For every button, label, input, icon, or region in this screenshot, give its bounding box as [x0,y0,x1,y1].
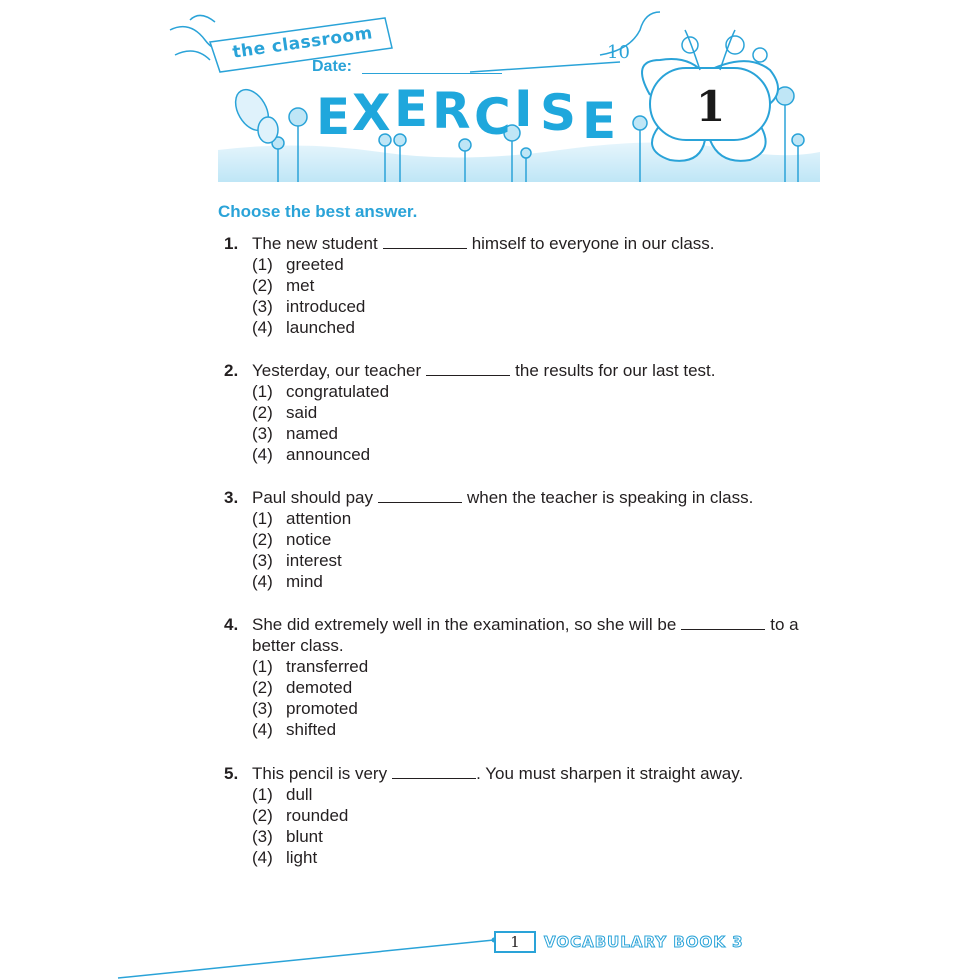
question-number: 1. [224,234,239,253]
date-field[interactable] [362,73,502,74]
answer-blank[interactable] [383,236,467,249]
option-text: transferred [286,657,369,676]
option[interactable] [252,677,844,698]
question-stem [224,763,844,784]
option[interactable] [252,529,844,550]
question-number: 4. [224,615,239,634]
question-stem [224,614,844,656]
option[interactable] [252,784,844,805]
exercise-number: 1 [696,82,726,131]
question-text-after: when the teacher is speaking in class. [466,488,754,507]
option[interactable] [252,805,844,826]
option-text: light [286,848,318,867]
question [224,487,844,592]
title-letter: I [514,80,533,138]
question-text-after: the results for our last test. [515,361,716,380]
option[interactable] [252,444,844,465]
option-number: (1) [252,255,273,274]
title-letter: E [582,92,617,150]
option-text: met [286,276,315,295]
option-text: notice [286,530,332,549]
topic-title: the classroom [231,23,374,63]
title-letter: R [432,82,471,140]
answer-blank[interactable] [426,363,510,376]
book-title: VOCABULARY BOOK 3 [544,933,744,951]
option-number: (1) [252,657,273,676]
title-letter: X [352,84,391,142]
question [224,360,844,465]
options-list [224,508,844,592]
question-stem [224,487,844,508]
option-number: (4) [252,318,273,337]
option-text: demoted [286,678,353,697]
option-number: (3) [252,297,273,316]
answer-blank[interactable] [378,490,462,503]
option-text: interest [286,551,342,570]
title-letter: S [540,84,577,142]
option-number: (4) [252,720,273,739]
option[interactable] [252,275,844,296]
footer-decoration [0,920,980,980]
option-text: attention [286,509,352,528]
option-number: (2) [252,403,273,422]
option-text: introduced [286,297,366,316]
option-text: shifted [286,720,337,739]
option-number: (2) [252,806,273,825]
option[interactable] [252,571,844,592]
option-text: promoted [286,699,358,718]
question-number: 3. [224,488,239,507]
option[interactable] [252,847,844,868]
option[interactable] [252,656,844,677]
option-number: (3) [252,424,273,443]
option-number: (3) [252,827,273,846]
option[interactable] [252,698,844,719]
option-number: (2) [252,276,273,295]
option-text: mind [286,572,323,591]
option[interactable] [252,508,844,529]
answer-blank[interactable] [392,766,476,779]
option-number: (1) [252,785,273,804]
option-number: (1) [252,509,273,528]
option[interactable] [252,317,844,338]
question-text-after: to a better class. [252,615,799,655]
option[interactable] [252,402,844,423]
question-stem [224,233,844,254]
options-list [224,784,844,868]
question-text-before: The new student [252,234,378,253]
option-number: (4) [252,445,273,464]
options-list [224,656,844,740]
question-text-before: This pencil is very [252,764,388,783]
question-text-before: Yesterday, our teacher [252,361,422,380]
question-text-after: himself to everyone in our class. [471,234,715,253]
page-number: 1 [494,931,536,953]
title-letter: C [474,88,511,146]
question-number: 5. [224,764,239,783]
question [224,614,844,740]
option-text: congratulated [286,382,390,401]
option-number: (1) [252,382,273,401]
option[interactable] [252,296,844,317]
options-list [224,381,844,465]
page-reference: 10 [607,42,630,63]
title-letter: E [394,80,429,138]
option-text: launched [286,318,356,337]
option[interactable] [252,423,844,444]
option-text: announced [286,445,371,464]
option-text: dull [286,785,313,804]
option[interactable] [252,381,844,402]
option-text: blunt [286,827,323,846]
option-number: (4) [252,572,273,591]
option-text: named [286,424,338,443]
question-text-after: . You must sharpen it straight away. [476,764,744,783]
question-number: 2. [224,361,239,380]
question [224,233,844,338]
question-text-before: Paul should pay [252,488,373,507]
option-text: said [286,403,318,422]
options-list [224,254,844,338]
option-number: (3) [252,551,273,570]
option-number: (3) [252,699,273,718]
option[interactable] [252,719,844,740]
option-text: greeted [286,255,344,274]
question [224,763,844,868]
question-text-before: She did extremely well in the examination, so she will be [252,615,677,634]
question-stem [224,360,844,381]
option-number: (2) [252,678,273,697]
option-number: (4) [252,848,273,867]
option[interactable] [252,826,844,847]
option[interactable] [252,550,844,571]
option-text: rounded [286,806,349,825]
instruction: Choose the best answer. [218,202,418,221]
title-letter: E [316,88,351,146]
date-label: Date: [312,58,353,75]
option[interactable] [252,254,844,275]
answer-blank[interactable] [681,617,765,630]
option-number: (2) [252,530,273,549]
